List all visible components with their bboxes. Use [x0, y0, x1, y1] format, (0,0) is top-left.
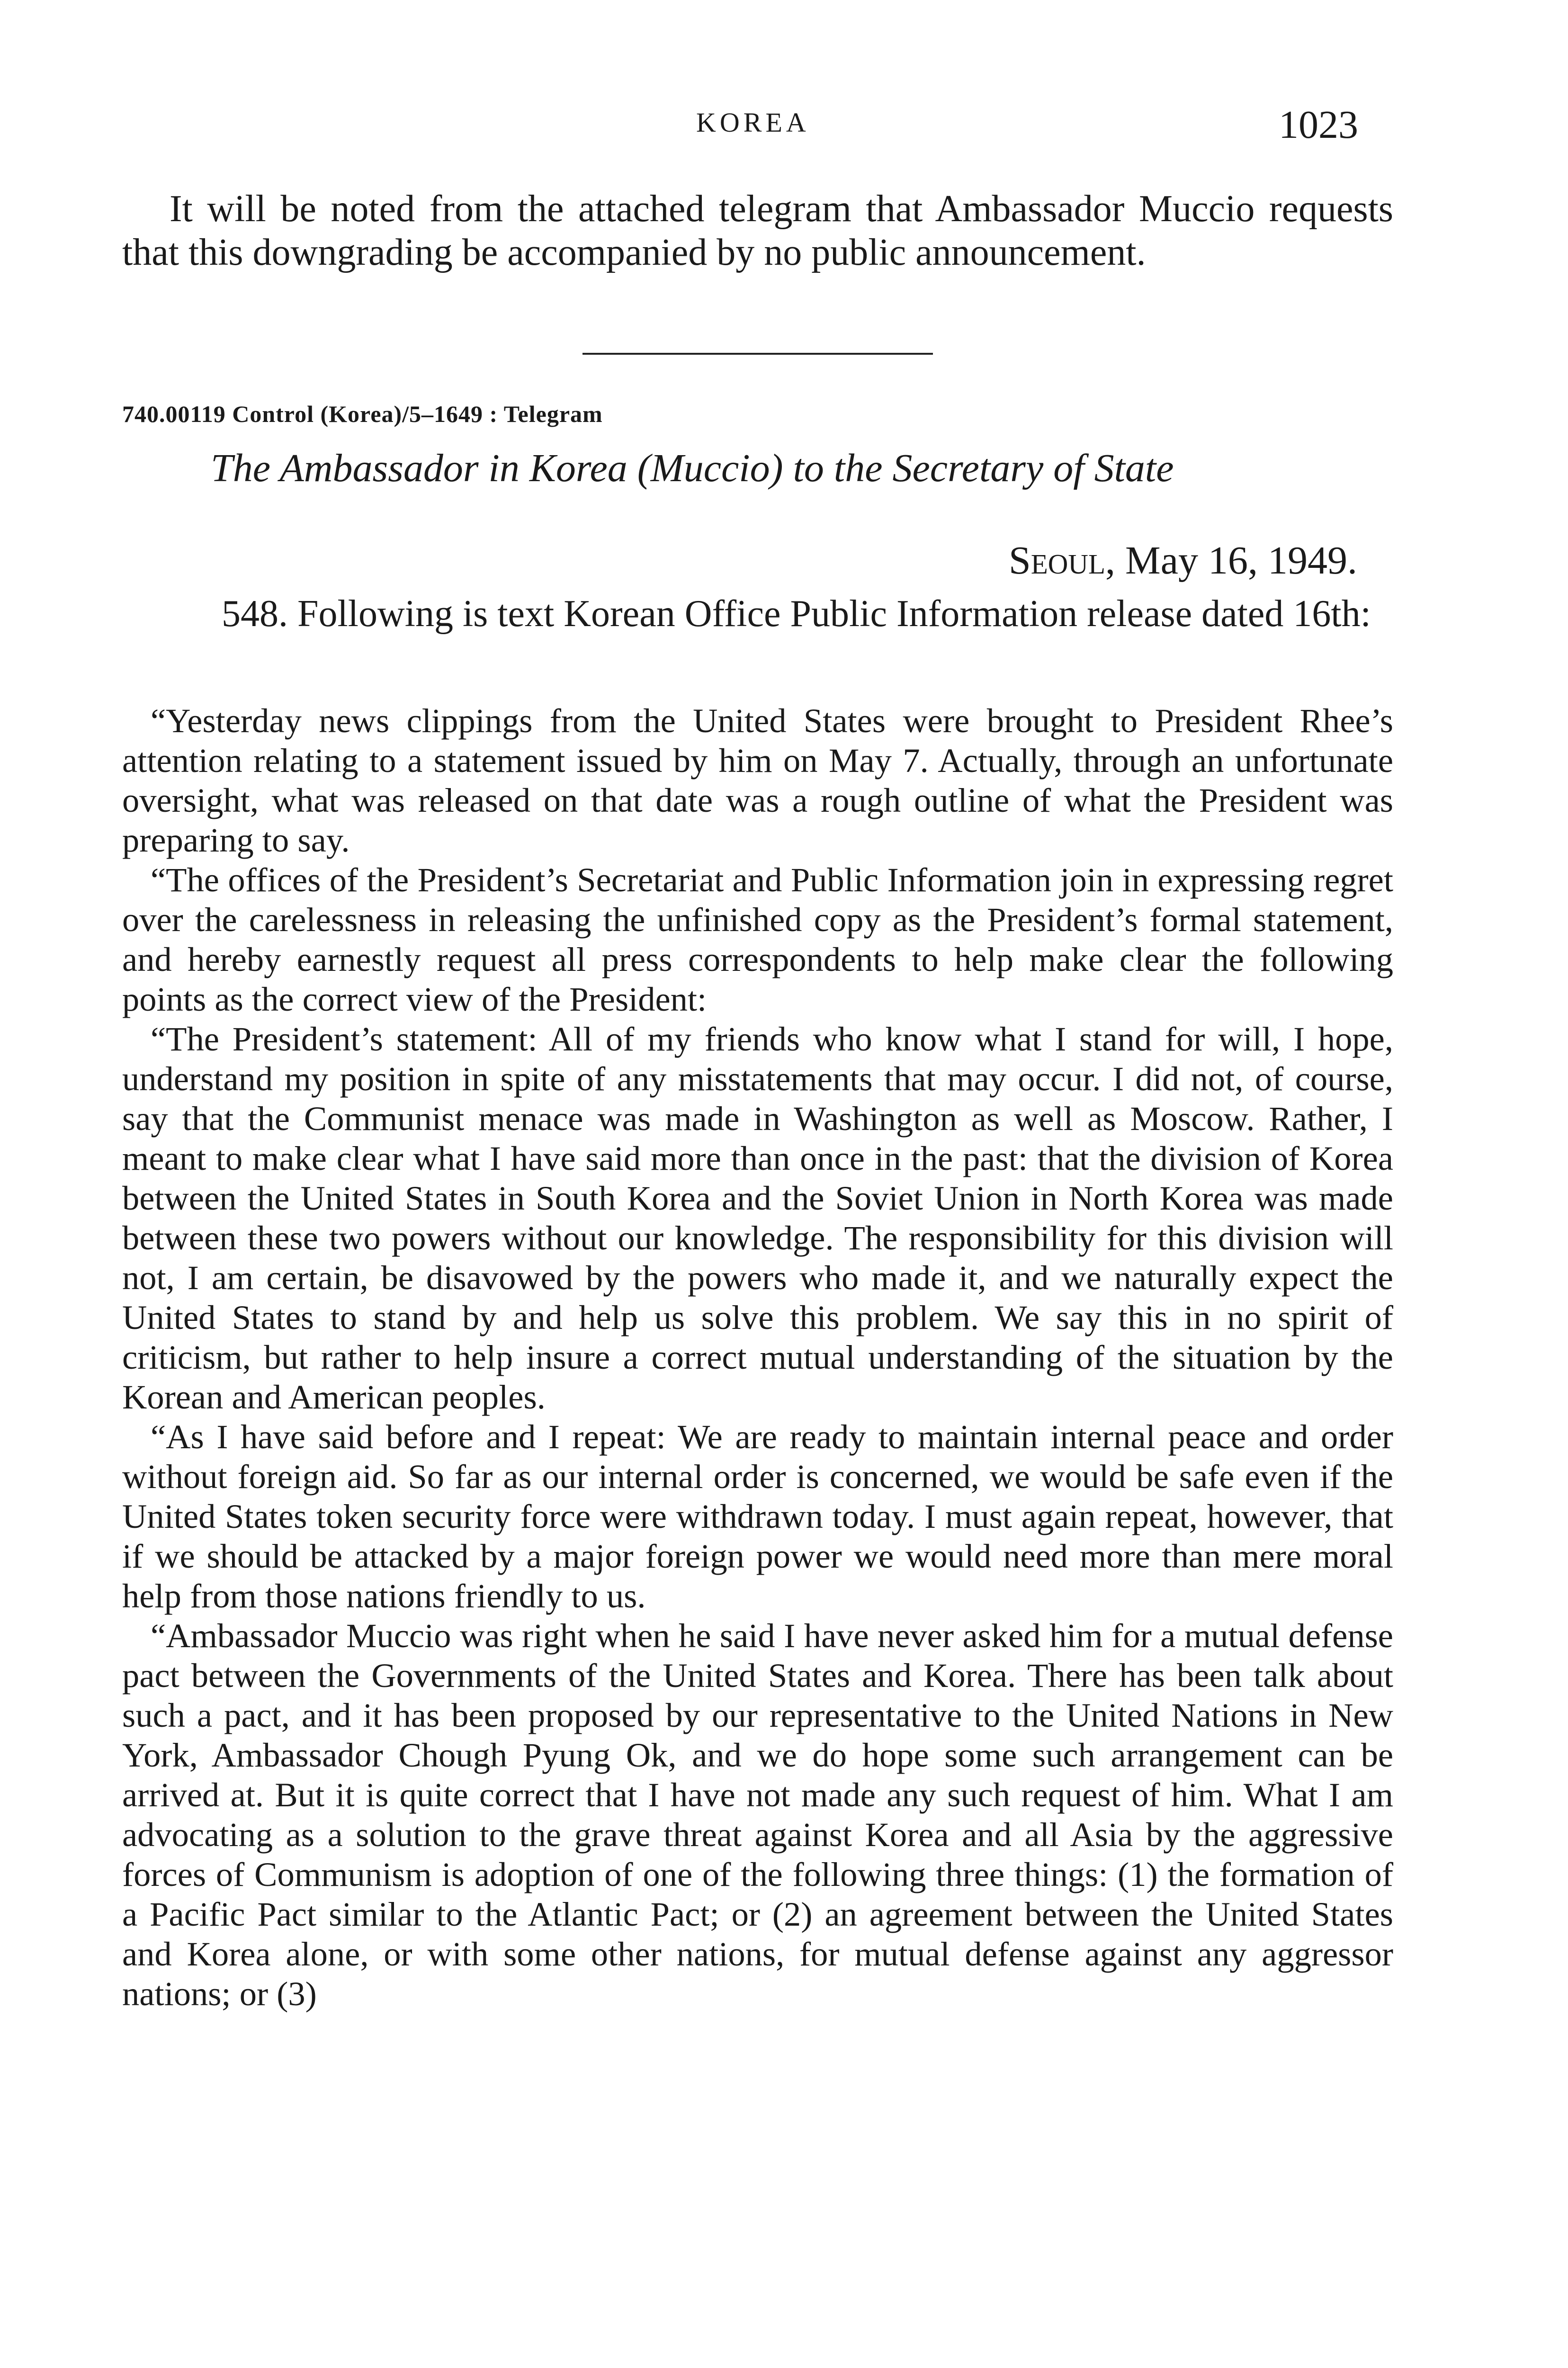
quoted-paragraph: “As I have said before and I repeat: We are ready to maintain internal peace and order without foreign aid. So far as our internal order is concerned, we would be safe even if the United States token security force were withdrawn today. I must again repeat, however, that if we should be attacked by a major foreign power we would need more than mere moral help from those nations friendly to us.	[122, 1417, 1393, 1615]
document-file-id: 740.00119 Control (Korea)/5–1649 : Telegram	[122, 401, 603, 427]
document-title: The Ambassador in Korea (Muccio) to the Secretary of State	[211, 446, 1174, 490]
quoted-paragraph: “The President’s statement: All of my friends who know what I stand for will, I hope, understand my position in spite of any misstatements that may occur. I did not, of course, say that the Communist menace was made in Washington as well as Moscow. Rather, I meant to make clear what I have said more than once in the past: that the division of Korea between the United States in South Korea and the Soviet Union in North Korea was made between these two powers without our knowledge. The responsibility for this division will not, I am certain, be disavowed by the powers who made it, and we naturally expect the United States to stand by and help us solve this problem. We say this in no spirit of criticism, but rather to help insure a correct mutual understanding of the situation by the Korean and American peoples.	[122, 1020, 1393, 1416]
section-divider	[582, 353, 933, 355]
dateline-place: Seoul,	[1009, 538, 1116, 583]
telegram-intro: 548. Following is text Korean Office Public Information release dated 16th:	[222, 593, 1371, 635]
dateline-date: May 16, 1949.	[1125, 538, 1357, 583]
quoted-release	[122, 701, 1393, 2014]
quoted-paragraph: “The offices of the President’s Secretariat and Public Information join in expressing regret over the carelessness in releasing the unfinished copy as the President’s formal statement, and hereby earnestly request all press correspondents to help make clear the following points as the correct view of the President:	[122, 861, 1393, 1018]
quoted-paragraph: “Ambassador Muccio was right when he said I have never asked him for a mutual defense pact between the Governments of the United States and Korea. There has been talk about such a pact, and it has been proposed by our representative to the United Nations in New York, Ambassador Chough Pyung Ok, and we do hope some such arrangement can be arrived at. But it is quite correct that I have not made any such request of him. What I am advocating as a solution to the grave threat against Korea and all Asia by the aggressive forces of Communism is adoption of one of the following three things: (1) the formation of a Pacific Pact similar to the Atlantic Pact; or (2) an agreement between the United States and Korea alone, or with some other nations, for mutual defense against any aggressor nations; or (3)	[122, 1616, 1393, 2013]
lead-paragraph: It will be noted from the attached telegram that Ambassador Muccio requests that this downgrading be accompanied by no public announcement.	[122, 188, 1393, 273]
quoted-paragraph: “Yesterday news clippings from the United States were brought to President Rhee’s attention relating to a statement issued by him on May 7. Actually, through an unfortunate oversight, what was released on that date was a rough outline of what the President was preparing to say.	[122, 701, 1393, 859]
page-number: 1023	[1279, 103, 1358, 147]
dateline	[1009, 538, 1357, 583]
running-head	[0, 102, 1568, 159]
running-head-title: KOREA	[696, 107, 810, 138]
